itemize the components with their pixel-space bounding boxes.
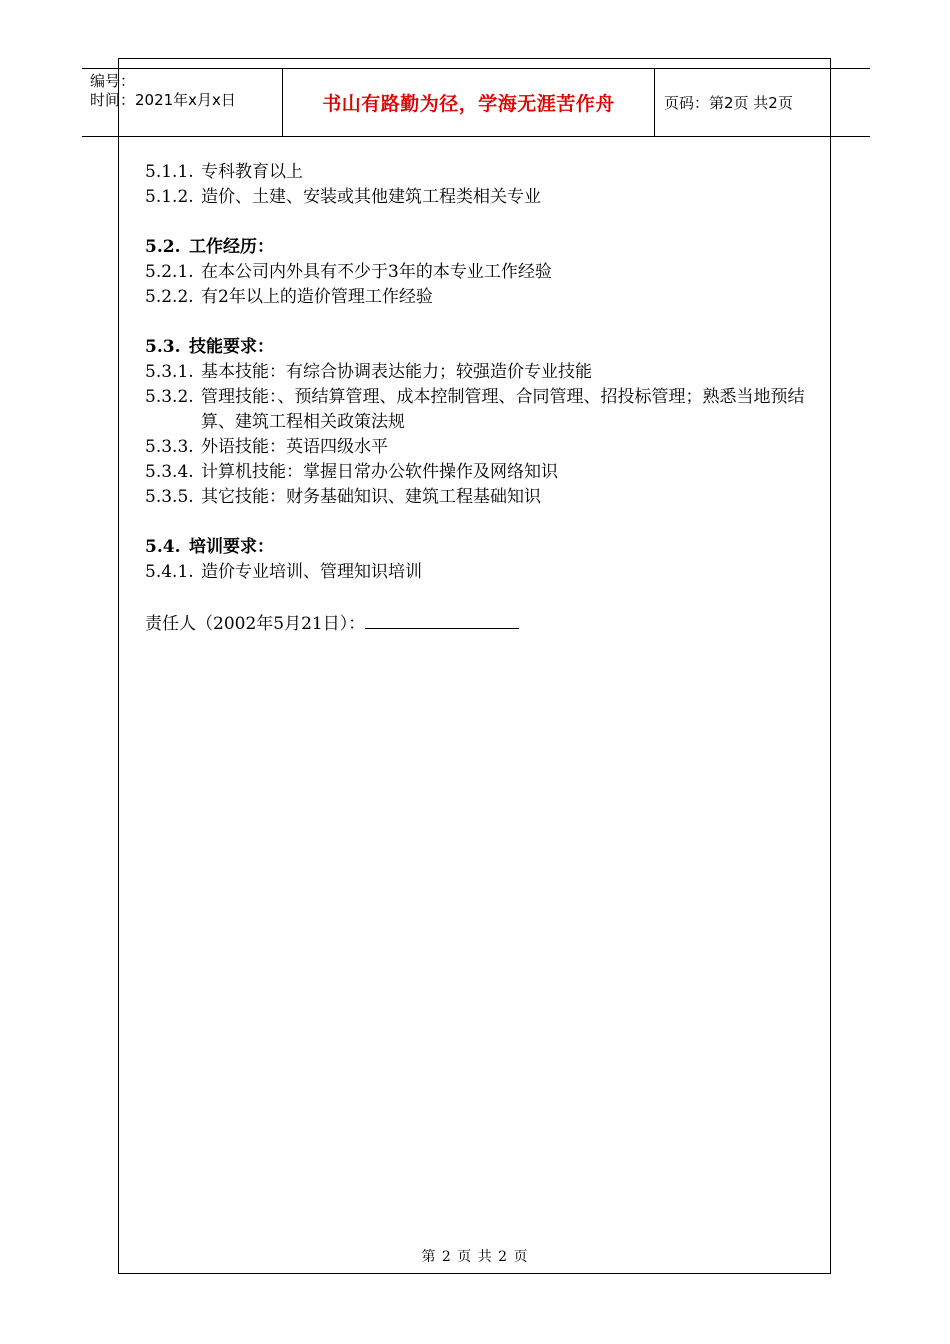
header-motto: 书山有路勤为径，学海无涯苦作舟: [322, 92, 615, 115]
header-bottom-rule: [82, 136, 870, 137]
signature-line: [145, 610, 815, 637]
list-item: 5.3.4. 计算机技能：掌握日常办公软件操作及网络知识: [145, 462, 558, 482]
list-item: 5.3.5. 其它技能：财务基础知识、建筑工程基础知识: [145, 487, 541, 507]
list-item: 5.4.1. 造价专业培训、管理知识培训: [145, 562, 422, 582]
header-page-info: 页码：第2页 共2页: [664, 93, 793, 112]
document-body: [145, 160, 815, 637]
list-item: 5.3.3. 外语技能：英语四级水平: [145, 437, 388, 457]
page-footer: 第 2 页 共 2 页: [421, 1249, 529, 1265]
list-item: 5.3.2. 管理技能：、预结算管理、成本控制管理、合同管理、招投标管理；熟悉当地预结算、建筑工程相关政策法规: [145, 387, 805, 432]
document-number-label: 编号：: [90, 72, 136, 90]
header-divider-right: [654, 68, 655, 136]
document-date: 时间：2021年x月x日: [90, 91, 236, 109]
header-meta: [90, 72, 236, 110]
list-item: 5.2.1. 在本公司内外具有不少于3年的本专业工作经验: [145, 262, 552, 282]
section-heading-work: 5.2. 工作经历：: [145, 237, 274, 257]
signature-label: 责任人（2002年5月21日）：: [145, 614, 366, 634]
section-heading-training: 5.4. 培训要求：: [145, 537, 274, 557]
list-item: 5.1.2. 造价、土建、安装或其他建筑工程类相关专业: [145, 187, 541, 207]
list-item: 5.1.1. 专科教育以上: [145, 162, 303, 182]
signature-blank[interactable]: [365, 610, 519, 629]
section-heading-skills: 5.3. 技能要求：: [145, 337, 274, 357]
list-item: 5.3.1. 基本技能：有综合协调表达能力；较强造价专业技能: [145, 362, 592, 382]
list-item: 5.2.2. 有2年以上的造价管理工作经验: [145, 287, 433, 307]
